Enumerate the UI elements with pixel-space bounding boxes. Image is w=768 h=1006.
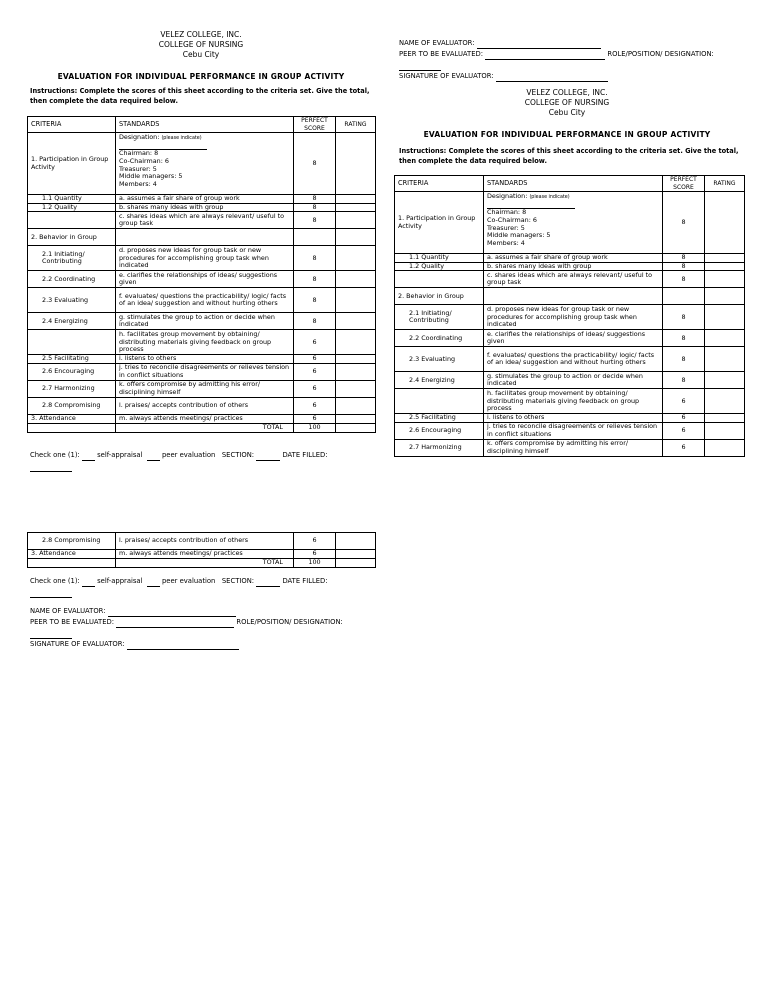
col-criteria: CRITERIA	[395, 176, 484, 192]
signature-blank[interactable]	[127, 649, 239, 650]
department-name: COLLEGE OF NURSING	[158, 40, 244, 49]
section-blank[interactable]	[256, 586, 280, 587]
col-perfect-score: PERFECT SCORE	[663, 176, 705, 192]
role-blank[interactable]	[399, 70, 441, 71]
rating-participation[interactable]	[336, 133, 376, 195]
peer-evaluation-label: peer evaluation	[161, 577, 216, 585]
date-filled-blank[interactable]	[30, 597, 72, 598]
criteria-initiating: 2.1 Initiating/ Contributing	[395, 305, 484, 330]
total-label: TOTAL	[116, 423, 294, 432]
college-name: VELEZ COLLEGE, INC.	[526, 88, 608, 97]
designation-chairman: Chairman: 8	[487, 208, 527, 217]
right-evaluator-block	[399, 38, 744, 82]
rating-total[interactable]	[336, 423, 376, 432]
rating-quantity[interactable]	[705, 254, 745, 263]
total-score: 100	[294, 423, 336, 432]
designation-treasurer: Treasurer: 5	[119, 164, 157, 173]
criteria-behavior: 2. Behavior in Group	[395, 288, 484, 305]
standard-k: k. offers compromise by admitting his error/ disciplining himself	[484, 439, 663, 456]
score-coordinating: 8	[294, 271, 336, 288]
score-energizing: 8	[663, 372, 705, 389]
standard-i: i. listens to others	[116, 355, 294, 364]
score-initiating: 8	[663, 305, 705, 330]
criteria-evaluating: 2.3 Evaluating	[395, 347, 484, 372]
criteria-compromising: 2.8 Compromising	[28, 533, 116, 550]
rating-attendance[interactable]	[336, 414, 376, 423]
criteria-quality: 1.2 Quality	[28, 203, 116, 212]
standard-j: j. tries to reconcile disagreements or relieves tension in conflict situations	[484, 422, 663, 439]
signature-label: SIGNATURE OF EVALUATOR:	[30, 640, 125, 648]
score-harmonizing: 6	[294, 380, 336, 397]
criteria-energizing: 2.4 Energizing	[395, 372, 484, 389]
score-evaluating: 8	[294, 288, 336, 313]
rating-coordinating[interactable]	[336, 271, 376, 288]
criteria-energizing: 2.4 Energizing	[28, 313, 116, 330]
rating-initiating[interactable]	[705, 305, 745, 330]
left-header	[28, 30, 374, 82]
col-rating: RATING	[336, 117, 376, 133]
date-filled-label: DATE FILLED:	[282, 451, 328, 459]
college-name: VELEZ COLLEGE, INC.	[160, 30, 242, 39]
rating-facilitating[interactable]	[705, 414, 745, 423]
total-score: 100	[294, 559, 336, 568]
evaluator-name-blank[interactable]	[108, 616, 236, 617]
evaluator-name-blank[interactable]	[477, 48, 601, 49]
role-label: ROLE/POSITION/ DESIGNATION:	[607, 50, 714, 58]
score-initiating: 8	[294, 246, 336, 271]
col-rating: RATING	[705, 176, 745, 192]
standard-a: a. assumes a fair share of group work	[484, 254, 663, 263]
role-label: ROLE/POSITION/ DESIGNATION:	[236, 618, 343, 626]
department-name: COLLEGE OF NURSING	[524, 98, 610, 107]
standard-d: d. proposes new ideas for group task or new procedures for accomplishing group task when indicated	[116, 246, 294, 271]
standard-a: a. assumes a fair share of group work	[116, 195, 294, 204]
score-facilitating: 6	[663, 414, 705, 423]
col-standards: STANDARDS	[484, 176, 663, 192]
designation-cochairman: Co-Chairman: 6	[119, 156, 169, 165]
score-participation: 8	[294, 133, 336, 195]
score-c: 8	[294, 212, 336, 229]
standard-b: b. shares many ideas with group	[484, 262, 663, 271]
rating-initiating[interactable]	[336, 246, 376, 271]
rating-c[interactable]	[705, 271, 745, 288]
evaluator-name-label: NAME OF EVALUATOR:	[30, 607, 106, 615]
col-perfect-score: PERFECT SCORE	[294, 117, 336, 133]
rating-facilitating[interactable]	[336, 355, 376, 364]
total-label: TOTAL	[116, 559, 294, 568]
standard-f: f. evaluates/ questions the practicability/ logic/ facts of an idea/ suggestion and without hurting others	[116, 288, 294, 313]
score-attendance: 6	[294, 414, 336, 423]
check-lead: Check one (1):	[30, 577, 80, 585]
signature-label: SIGNATURE OF EVALUATOR:	[399, 72, 494, 80]
criteria-facilitating: 2.5 Facilitating	[28, 355, 116, 364]
peer-evaluation-label: peer evaluation	[161, 451, 216, 459]
rating-energizing[interactable]	[705, 372, 745, 389]
score-evaluating: 8	[663, 347, 705, 372]
criteria-facilitating: 2.5 Facilitating	[395, 414, 484, 423]
rating-quality[interactable]	[336, 203, 376, 212]
city-name: Cebu City	[182, 50, 220, 59]
score-h: 6	[663, 389, 705, 414]
designation-cochairman: Co-Chairman: 6	[487, 215, 537, 224]
criteria-quantity: 1.1 Quantity	[395, 254, 484, 263]
standard-l: l. praises/ accepts contribution of others	[116, 397, 294, 414]
designation-cell	[116, 133, 294, 195]
standard-m: m. always attends meetings/ practices	[116, 414, 294, 423]
standard-f: f. evaluates/ questions the practicability/ logic/ facts of an idea/ suggestion and without hurting others	[484, 347, 663, 372]
signature-blank[interactable]	[496, 81, 608, 82]
criteria-coordinating: 2.2 Coordinating	[395, 330, 484, 347]
criteria-quantity: 1.1 Quantity	[28, 195, 116, 204]
left-instructions: Instructions: Complete the scores of this sheet according to the criteria set. Give the total, then complete the data required below.	[30, 87, 370, 105]
peer-evaluation-blank[interactable]	[147, 586, 160, 587]
designation-members: Members: 4	[119, 179, 157, 188]
score-quality: 8	[663, 262, 705, 271]
rating-c[interactable]	[336, 212, 376, 229]
rating-encouraging[interactable]	[336, 363, 376, 380]
score-compromising: 6	[294, 397, 336, 414]
left-bottom-table	[27, 532, 376, 568]
standard-i: i. listens to others	[484, 414, 663, 423]
rating-evaluating[interactable]	[336, 288, 376, 313]
score-encouraging: 6	[294, 363, 336, 380]
rating-energizing[interactable]	[336, 313, 376, 330]
designation-treasurer: Treasurer: 5	[487, 223, 525, 232]
peer-evaluated-blank[interactable]	[116, 627, 234, 628]
designation-chairman: Chairman: 8	[119, 149, 159, 158]
date-filled-label: DATE FILLED:	[282, 577, 328, 585]
rating-harmonizing[interactable]	[336, 380, 376, 397]
designation-label: Designation:	[119, 133, 160, 142]
left-bottom-check-line	[30, 576, 375, 598]
rating-h[interactable]	[705, 389, 745, 414]
rating-participation[interactable]	[705, 192, 745, 254]
designation-members: Members: 4	[487, 238, 525, 247]
score-harmonizing: 6	[663, 439, 705, 456]
designation-middle: Middle managers: 5	[487, 231, 551, 240]
rating-compromising[interactable]	[336, 397, 376, 414]
criteria-compromising: 2.8 Compromising	[28, 397, 116, 414]
score-energizing: 8	[294, 313, 336, 330]
score-participation: 8	[663, 192, 705, 254]
right-instructions: Instructions: Complete the scores of this sheet according to the criteria set. Give the total, then complete the data required below.	[399, 147, 739, 165]
score-attendance: 6	[294, 550, 336, 559]
standard-h: h. facilitates group movement by obtaining/ distributing materials giving feedback on group process	[116, 330, 294, 355]
col-standards: STANDARDS	[116, 117, 294, 133]
city-name: Cebu City	[548, 108, 586, 117]
self-appraisal-label: self-appraisal	[97, 451, 143, 459]
form-title: EVALUATION FOR INDIVIDUAL PERFORMANCE IN GROUP ACTIVITY	[57, 72, 345, 81]
score-c: 8	[663, 271, 705, 288]
rating-harmonizing[interactable]	[705, 439, 745, 456]
date-filled-blank[interactable]	[30, 471, 72, 472]
standard-e: e. clarifies the relationships of ideas/ suggestions given	[116, 271, 294, 288]
col-criteria: CRITERIA	[28, 117, 116, 133]
right-header	[394, 88, 740, 140]
designation-note: (please indicate)	[161, 136, 202, 142]
section-label: SECTION:	[221, 577, 255, 585]
criteria-behavior: 2. Behavior in Group	[28, 229, 116, 246]
criteria-attendance: 3. Attendance	[28, 414, 116, 423]
criteria-harmonizing: 2.7 Harmonizing	[395, 439, 484, 456]
criteria-coordinating: 2.2 Coordinating	[28, 271, 116, 288]
criteria-encouraging: 2.6 Encouraging	[395, 422, 484, 439]
role-blank[interactable]	[30, 638, 72, 639]
designation-middle: Middle managers: 5	[119, 172, 183, 181]
score-encouraging: 6	[663, 422, 705, 439]
standard-m: m. always attends meetings/ practices	[116, 550, 294, 559]
standard-c: c. shares ideas which are always relevant/ useful to group task	[116, 212, 294, 229]
self-appraisal-label: self-appraisal	[97, 577, 143, 585]
score-h: 6	[294, 330, 336, 355]
peer-evaluated-label: PEER TO BE EVALUATED:	[30, 618, 115, 626]
rating-encouraging[interactable]	[705, 422, 745, 439]
standard-k: k. offers compromise by admitting his error/ disciplining himself	[116, 380, 294, 397]
rating-attendance[interactable]	[336, 550, 376, 559]
left-check-line	[30, 450, 375, 472]
self-appraisal-blank[interactable]	[82, 460, 95, 461]
peer-evaluated-blank[interactable]	[485, 59, 605, 60]
right-evaluation-table	[394, 175, 745, 457]
rating-compromising[interactable]	[336, 533, 376, 550]
standard-j: j. tries to reconcile disagreements or relieves tension in conflict situations	[116, 363, 294, 380]
score-quality: 8	[294, 203, 336, 212]
standard-c: c. shares ideas which are always relevant/ useful to group task	[484, 271, 663, 288]
criteria-attendance: 3. Attendance	[28, 550, 116, 559]
designation-label: Designation:	[487, 192, 528, 201]
rating-quality[interactable]	[705, 262, 745, 271]
standard-b: b. shares many ideas with group	[116, 203, 294, 212]
standard-g: g. stimulates the group to action or decide when indicated	[484, 372, 663, 389]
criteria-quality: 1.2 Quality	[395, 262, 484, 271]
score-coordinating: 8	[663, 330, 705, 347]
form-title: EVALUATION FOR INDIVIDUAL PERFORMANCE IN GROUP ACTIVITY	[423, 130, 711, 139]
self-appraisal-blank[interactable]	[82, 586, 95, 587]
designation-cell	[484, 192, 663, 254]
rating-evaluating[interactable]	[705, 347, 745, 372]
score-quantity: 8	[663, 254, 705, 263]
check-lead: Check one (1):	[30, 451, 80, 459]
standard-d: d. proposes new ideas for group task or new procedures for accomplishing group task when indicated	[484, 305, 663, 330]
peer-evaluated-label: PEER TO BE EVALUATED:	[399, 50, 484, 58]
left-evaluator-block	[30, 606, 375, 650]
evaluator-name-label: NAME OF EVALUATOR:	[399, 39, 475, 47]
criteria-harmonizing: 2.7 Harmonizing	[28, 380, 116, 397]
score-quantity: 8	[294, 195, 336, 204]
standard-h: h. facilitates group movement by obtaining/ distributing materials giving feedback on group process	[484, 389, 663, 414]
criteria-participation: 1. Participation in Group Activity	[395, 192, 484, 254]
section-label: SECTION:	[221, 451, 255, 459]
rating-coordinating[interactable]	[705, 330, 745, 347]
criteria-evaluating: 2.3 Evaluating	[28, 288, 116, 313]
section-blank[interactable]	[256, 460, 280, 461]
score-facilitating: 6	[294, 355, 336, 364]
designation-note: (please indicate)	[529, 195, 570, 201]
peer-evaluation-blank[interactable]	[147, 460, 160, 461]
rating-quantity[interactable]	[336, 195, 376, 204]
standard-l: l. praises/ accepts contribution of others	[116, 533, 294, 550]
standard-e: e. clarifies the relationships of ideas/ suggestions given	[484, 330, 663, 347]
criteria-participation: 1. Participation in Group Activity	[28, 133, 116, 195]
criteria-encouraging: 2.6 Encouraging	[28, 363, 116, 380]
left-evaluation-table	[27, 116, 376, 433]
score-compromising: 6	[294, 533, 336, 550]
criteria-initiating: 2.1 Initiating/ Contributing	[28, 246, 116, 271]
rating-h[interactable]	[336, 330, 376, 355]
standard-g: g. stimulates the group to action or decide when indicated	[116, 313, 294, 330]
rating-total[interactable]	[336, 559, 376, 568]
